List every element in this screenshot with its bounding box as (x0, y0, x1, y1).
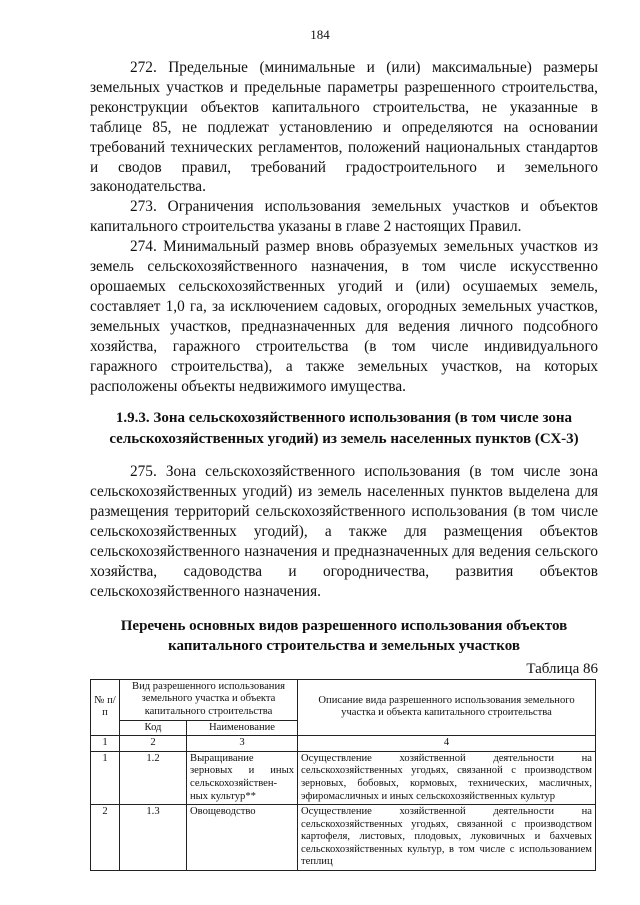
page-number: 184 (310, 27, 330, 42)
header-name: Наименование (187, 720, 298, 736)
row-num: 1 (91, 751, 120, 804)
paragraph-274: 274. Минимальный размер вновь образуемых земельных участков из земель сельскохозяйственного назначения, в том числе искусственно орошаемых сельскохозяйственных угодий и (или) осушаемых земель, составляет 1,0 га, за исключением садовых, огородных земельных участков, земельных участков, предназначенных для ведения личного подсобного хозяйства, гаражного строительства (в том числе индивидуального гаражного строительства), а также земельных участков, на которых расположены объекты недвижимого имущества. (90, 238, 598, 395)
table-column-numbers-row (91, 736, 596, 752)
col-number: 4 (298, 736, 596, 752)
table-row (91, 751, 596, 804)
row-name: Выращивание зерновых и иных сельскохозяйствен-ных культур** (187, 751, 298, 804)
col-number: 3 (187, 736, 298, 752)
row-description: Осуществление хозяйственной деятельности на сельскохозяйственных угодьях, связанной с производством картофеля, листовых, плодовых, луковичных и бахчевых сельскохозяйственных культур, в том числе с использованием теплиц (298, 805, 596, 871)
paragraph-272: 272. Предельные (минимальные и (или) максимальные) размеры земельных участков и предельные параметры разрешенного строительства, реконструкции объектов капитального строительства, не указанные в таблице 85, не подлежат установлению и определяются на основании требований технических регламентов, положений национальных стандартов и сводов правил, требований градостроительного и земельного законодательства. (90, 59, 598, 196)
header-kind-group: Вид разрешенного использования земельного участка и объекта капитального строительства (120, 679, 298, 720)
document-body (90, 58, 598, 871)
permitted-use-table (90, 679, 596, 871)
list-heading: Перечень основных видов разрешенного использования объектов капитального строительства и земельных участков (120, 617, 568, 655)
row-description: Осуществление хозяйственной деятельности на сельскохозяйственных угодьях, связанной с производством зерновых, бобовых, кормовых, технических, масличных, эфиромасличных и иных сельскохозяйственных культур (298, 751, 596, 804)
row-num: 2 (91, 805, 120, 871)
row-name: Овощеводство (187, 805, 298, 871)
paragraph-275: 275. Зона сельскохозяйственного использования (в том числе зона сельскохозяйственных угодий) из земель населенных пунктов выделена для размещения территорий сельскохозяйственного использования (в том числе сельскохозяйственных угодий), а также для размещения объектов сельскохозяйственного назначения и предназначенных для ведения сельского хозяйства, садоводства и огородничества, развития объектов сельскохозяйственного назначения. (90, 463, 598, 600)
table-label: Таблица 86 (526, 660, 598, 677)
col-number: 1 (91, 736, 120, 752)
table-row (91, 805, 596, 871)
section-heading: 1.9.3. Зона сельскохозяйственного использования (в том числе зона сельскохозяйственных угодий) из земель населенных пунктов (СХ-3) (109, 410, 579, 447)
header-num: № п/п (91, 679, 120, 735)
header-description: Описание вида разрешенного использования земельного участка и объекта капитального строительства (298, 679, 596, 735)
row-code: 1.2 (120, 751, 187, 804)
row-code: 1.3 (120, 805, 187, 871)
paragraph-273: 273. Ограничения использования земельных участков и объектов капитального строительства указаны в главе 2 настоящих Правил. (90, 198, 598, 236)
table-header-row (91, 679, 596, 720)
header-code: Код (120, 720, 187, 736)
col-number: 2 (120, 736, 187, 752)
